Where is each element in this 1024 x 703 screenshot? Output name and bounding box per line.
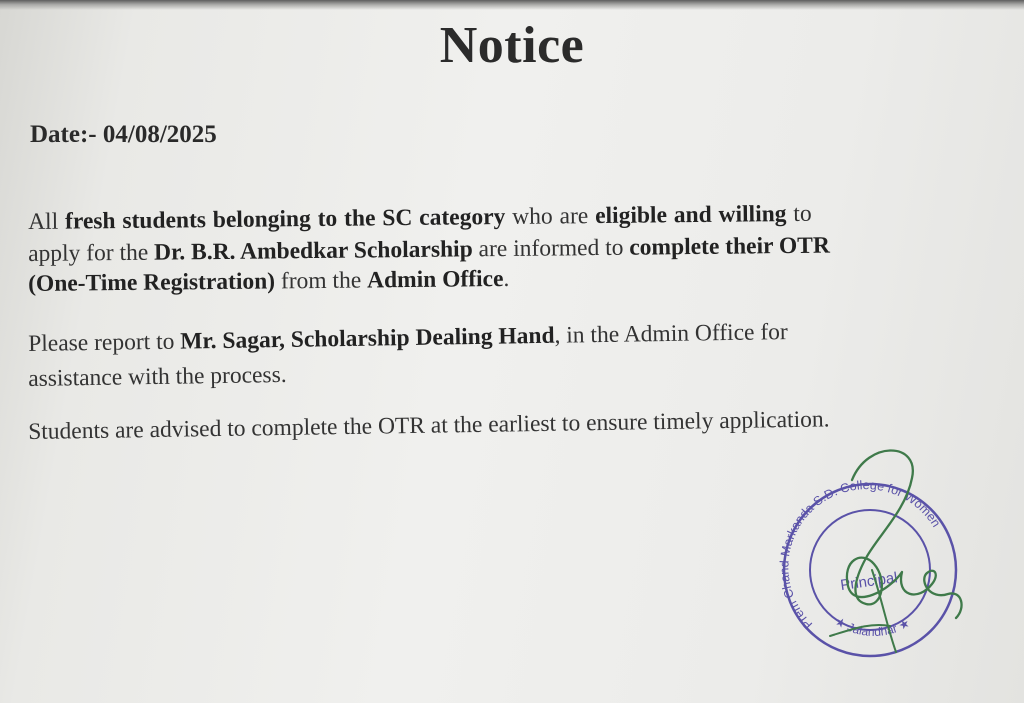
p1l1-bold1: fresh students belonging to the SC category xyxy=(64,204,506,235)
p1l3-bold2: Admin Office xyxy=(366,266,504,294)
stamp-bottom-text: ★ Jalandhar ★ xyxy=(832,613,913,639)
stamp-center-text: Principal xyxy=(839,569,899,595)
p2l1-bold1: Mr. Sagar, Scholarship Dealing Hand xyxy=(180,322,555,355)
p1l1-text2: who are xyxy=(505,203,596,231)
stamp-ring-text: Prem Chand Markanda S.D. College for Women xyxy=(777,478,944,632)
p2l1-text2: , in the Admin Office for xyxy=(554,319,788,349)
notice-title: Notice xyxy=(439,17,585,74)
paragraph1-line2 xyxy=(28,233,830,268)
paragraph1-line1 xyxy=(28,201,812,236)
p1l3-bold1: (One-Time Registration) xyxy=(28,268,276,297)
principal-signature xyxy=(847,451,962,619)
notice-date: Date:- 04/08/2025 xyxy=(30,121,217,148)
paragraph1-line3 xyxy=(28,266,510,298)
paragraph3: Students are advised to complete the OTR at the earliest to ensure timely application. xyxy=(28,406,830,445)
p1l1-text1: All xyxy=(28,208,66,235)
p1l1-text3: to xyxy=(786,200,812,228)
principal-stamp xyxy=(770,440,970,670)
p1l3-text1: from the xyxy=(274,267,368,295)
p2l1-text1: Please report to xyxy=(28,328,181,357)
p1l3-text2: . xyxy=(503,265,510,293)
p1l1-bold2: eligible and willing xyxy=(595,201,787,230)
p1l2-text2: are informed to xyxy=(472,234,630,263)
p1l2-bold1: Dr. B.R. Ambedkar Scholarship xyxy=(153,236,473,266)
paragraph2-line2: assistance with the process. xyxy=(28,361,287,392)
p1l2-text1: apply for the xyxy=(28,239,155,267)
paper-top-edge xyxy=(0,0,1024,10)
p1l2-bold2: complete their OTR xyxy=(629,232,831,261)
paragraph2-line1 xyxy=(28,319,788,358)
